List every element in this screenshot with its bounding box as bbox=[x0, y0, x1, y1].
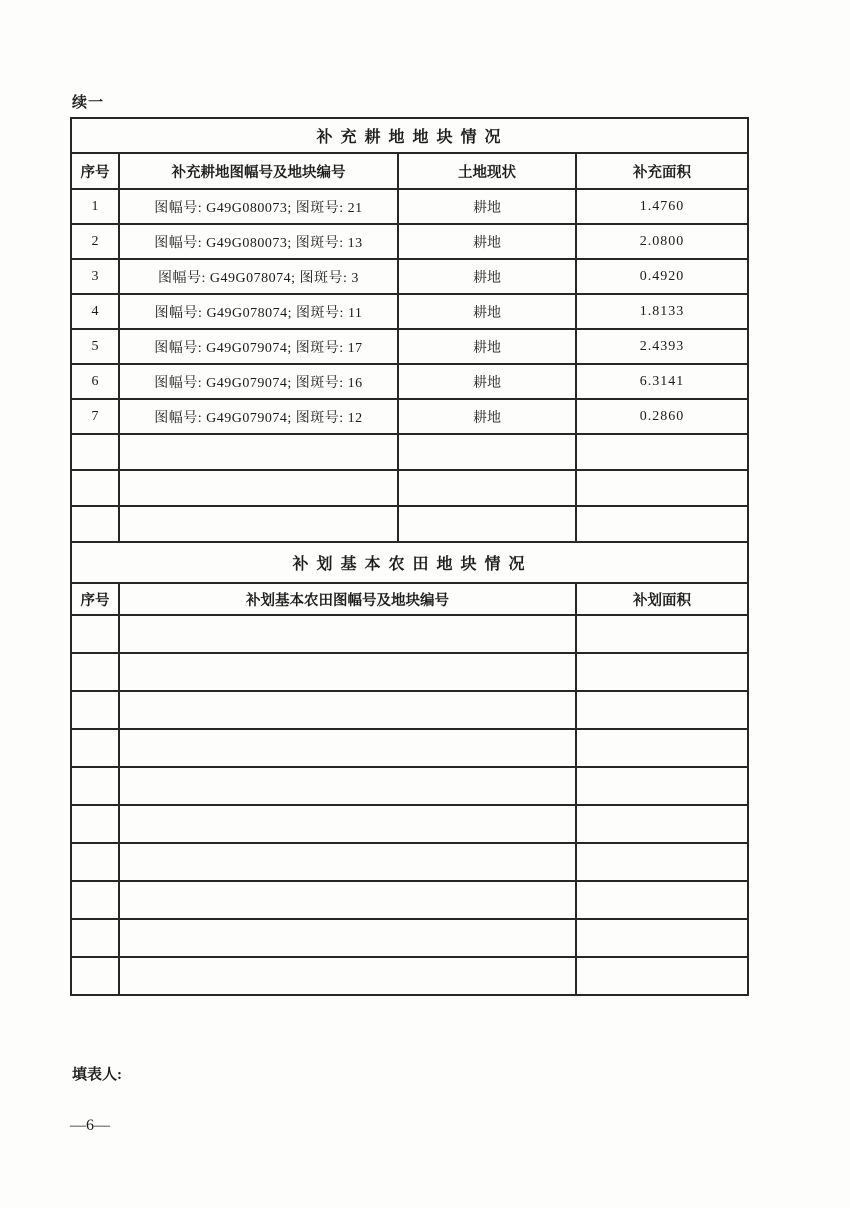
area-cell bbox=[576, 957, 748, 995]
status-cell: 耕地 bbox=[398, 259, 576, 294]
section1-header-row bbox=[71, 153, 748, 189]
seq-cell: 1 bbox=[71, 189, 119, 224]
form-filler-label: 填表人: bbox=[72, 1067, 122, 1083]
area-cell bbox=[576, 919, 748, 957]
seq-cell bbox=[71, 919, 119, 957]
status-cell: 耕地 bbox=[398, 189, 576, 224]
area-cell: 2.4393 bbox=[576, 329, 748, 364]
continuation-label: 续一 bbox=[72, 95, 105, 111]
seq-cell: 3 bbox=[71, 259, 119, 294]
area-cell: 1.8133 bbox=[576, 294, 748, 329]
table-row bbox=[71, 329, 748, 364]
status-cell: 耕地 bbox=[398, 399, 576, 434]
empty-row bbox=[71, 506, 748, 542]
area-cell bbox=[576, 767, 748, 805]
area-cell: 0.4920 bbox=[576, 259, 748, 294]
empty-row bbox=[71, 729, 748, 767]
seq-cell: 6 bbox=[71, 364, 119, 399]
section1-title: 补 充 耕 地 地 块 情 况 bbox=[71, 118, 748, 153]
empty-row bbox=[71, 805, 748, 843]
status-cell bbox=[398, 506, 576, 542]
section1-status-header: 土地现状 bbox=[398, 153, 576, 189]
plot-cell bbox=[119, 434, 398, 470]
plot-cell bbox=[119, 805, 576, 843]
section2-plot-header: 补划基本农田图幅号及地块编号 bbox=[119, 583, 576, 615]
area-cell bbox=[576, 691, 748, 729]
seq-cell bbox=[71, 805, 119, 843]
plot-cell bbox=[119, 506, 398, 542]
seq-cell bbox=[71, 957, 119, 995]
plot-cell bbox=[119, 653, 576, 691]
status-cell bbox=[398, 434, 576, 470]
plot-cell: 图幅号: G49G078074; 图斑号: 3 bbox=[119, 259, 398, 294]
area-cell: 1.4760 bbox=[576, 189, 748, 224]
section2-title: 补 划 基 本 农 田 地 块 情 况 bbox=[71, 542, 748, 583]
empty-row bbox=[71, 957, 748, 995]
section2-header-row bbox=[71, 583, 748, 615]
seq-cell bbox=[71, 434, 119, 470]
plot-cell bbox=[119, 919, 576, 957]
status-cell: 耕地 bbox=[398, 224, 576, 259]
land-plot-table bbox=[70, 117, 749, 996]
area-cell: 6.3141 bbox=[576, 364, 748, 399]
table-row bbox=[71, 294, 748, 329]
plot-cell: 图幅号: G49G079074; 图斑号: 17 bbox=[119, 329, 398, 364]
plot-cell: 图幅号: G49G079074; 图斑号: 16 bbox=[119, 364, 398, 399]
area-cell bbox=[576, 434, 748, 470]
empty-row bbox=[71, 470, 748, 506]
empty-row bbox=[71, 615, 748, 653]
plot-cell bbox=[119, 843, 576, 881]
plot-cell bbox=[119, 767, 576, 805]
plot-cell bbox=[119, 691, 576, 729]
table-row bbox=[71, 399, 748, 434]
empty-row bbox=[71, 434, 748, 470]
plot-cell: 图幅号: G49G080073; 图斑号: 21 bbox=[119, 189, 398, 224]
seq-cell bbox=[71, 653, 119, 691]
seq-cell bbox=[71, 615, 119, 653]
area-cell bbox=[576, 470, 748, 506]
seq-cell: 2 bbox=[71, 224, 119, 259]
area-cell bbox=[576, 843, 748, 881]
plot-cell: 图幅号: G49G078074; 图斑号: 11 bbox=[119, 294, 398, 329]
area-cell: 2.0800 bbox=[576, 224, 748, 259]
area-cell bbox=[576, 881, 748, 919]
area-cell bbox=[576, 805, 748, 843]
empty-row bbox=[71, 843, 748, 881]
plot-cell bbox=[119, 729, 576, 767]
area-cell bbox=[576, 506, 748, 542]
empty-row bbox=[71, 691, 748, 729]
area-cell bbox=[576, 729, 748, 767]
section1-area-header: 补充面积 bbox=[576, 153, 748, 189]
section2-area-header: 补划面积 bbox=[576, 583, 748, 615]
seq-cell: 4 bbox=[71, 294, 119, 329]
section1-plot-header: 补充耕地图幅号及地块编号 bbox=[119, 153, 398, 189]
table-row bbox=[71, 224, 748, 259]
status-cell: 耕地 bbox=[398, 329, 576, 364]
seq-cell bbox=[71, 470, 119, 506]
section2-title-row bbox=[71, 542, 748, 583]
status-cell: 耕地 bbox=[398, 364, 576, 399]
status-cell bbox=[398, 470, 576, 506]
seq-cell bbox=[71, 843, 119, 881]
table-row bbox=[71, 364, 748, 399]
plot-cell bbox=[119, 957, 576, 995]
plot-cell bbox=[119, 615, 576, 653]
table-row bbox=[71, 189, 748, 224]
plot-cell: 图幅号: G49G079074; 图斑号: 12 bbox=[119, 399, 398, 434]
page-number: —6— bbox=[70, 1117, 110, 1134]
section1-title-row bbox=[71, 118, 748, 153]
table-row bbox=[71, 259, 748, 294]
plot-cell: 图幅号: G49G080073; 图斑号: 13 bbox=[119, 224, 398, 259]
empty-row bbox=[71, 919, 748, 957]
status-cell: 耕地 bbox=[398, 294, 576, 329]
seq-cell bbox=[71, 729, 119, 767]
plot-cell bbox=[119, 470, 398, 506]
empty-row bbox=[71, 767, 748, 805]
seq-cell bbox=[71, 881, 119, 919]
empty-row bbox=[71, 881, 748, 919]
seq-cell bbox=[71, 767, 119, 805]
seq-cell: 7 bbox=[71, 399, 119, 434]
section2-seq-header: 序号 bbox=[71, 583, 119, 615]
seq-cell bbox=[71, 691, 119, 729]
seq-cell bbox=[71, 506, 119, 542]
area-cell bbox=[576, 615, 748, 653]
area-cell: 0.2860 bbox=[576, 399, 748, 434]
empty-row bbox=[71, 653, 748, 691]
section1-seq-header: 序号 bbox=[71, 153, 119, 189]
seq-cell: 5 bbox=[71, 329, 119, 364]
area-cell bbox=[576, 653, 748, 691]
plot-cell bbox=[119, 881, 576, 919]
